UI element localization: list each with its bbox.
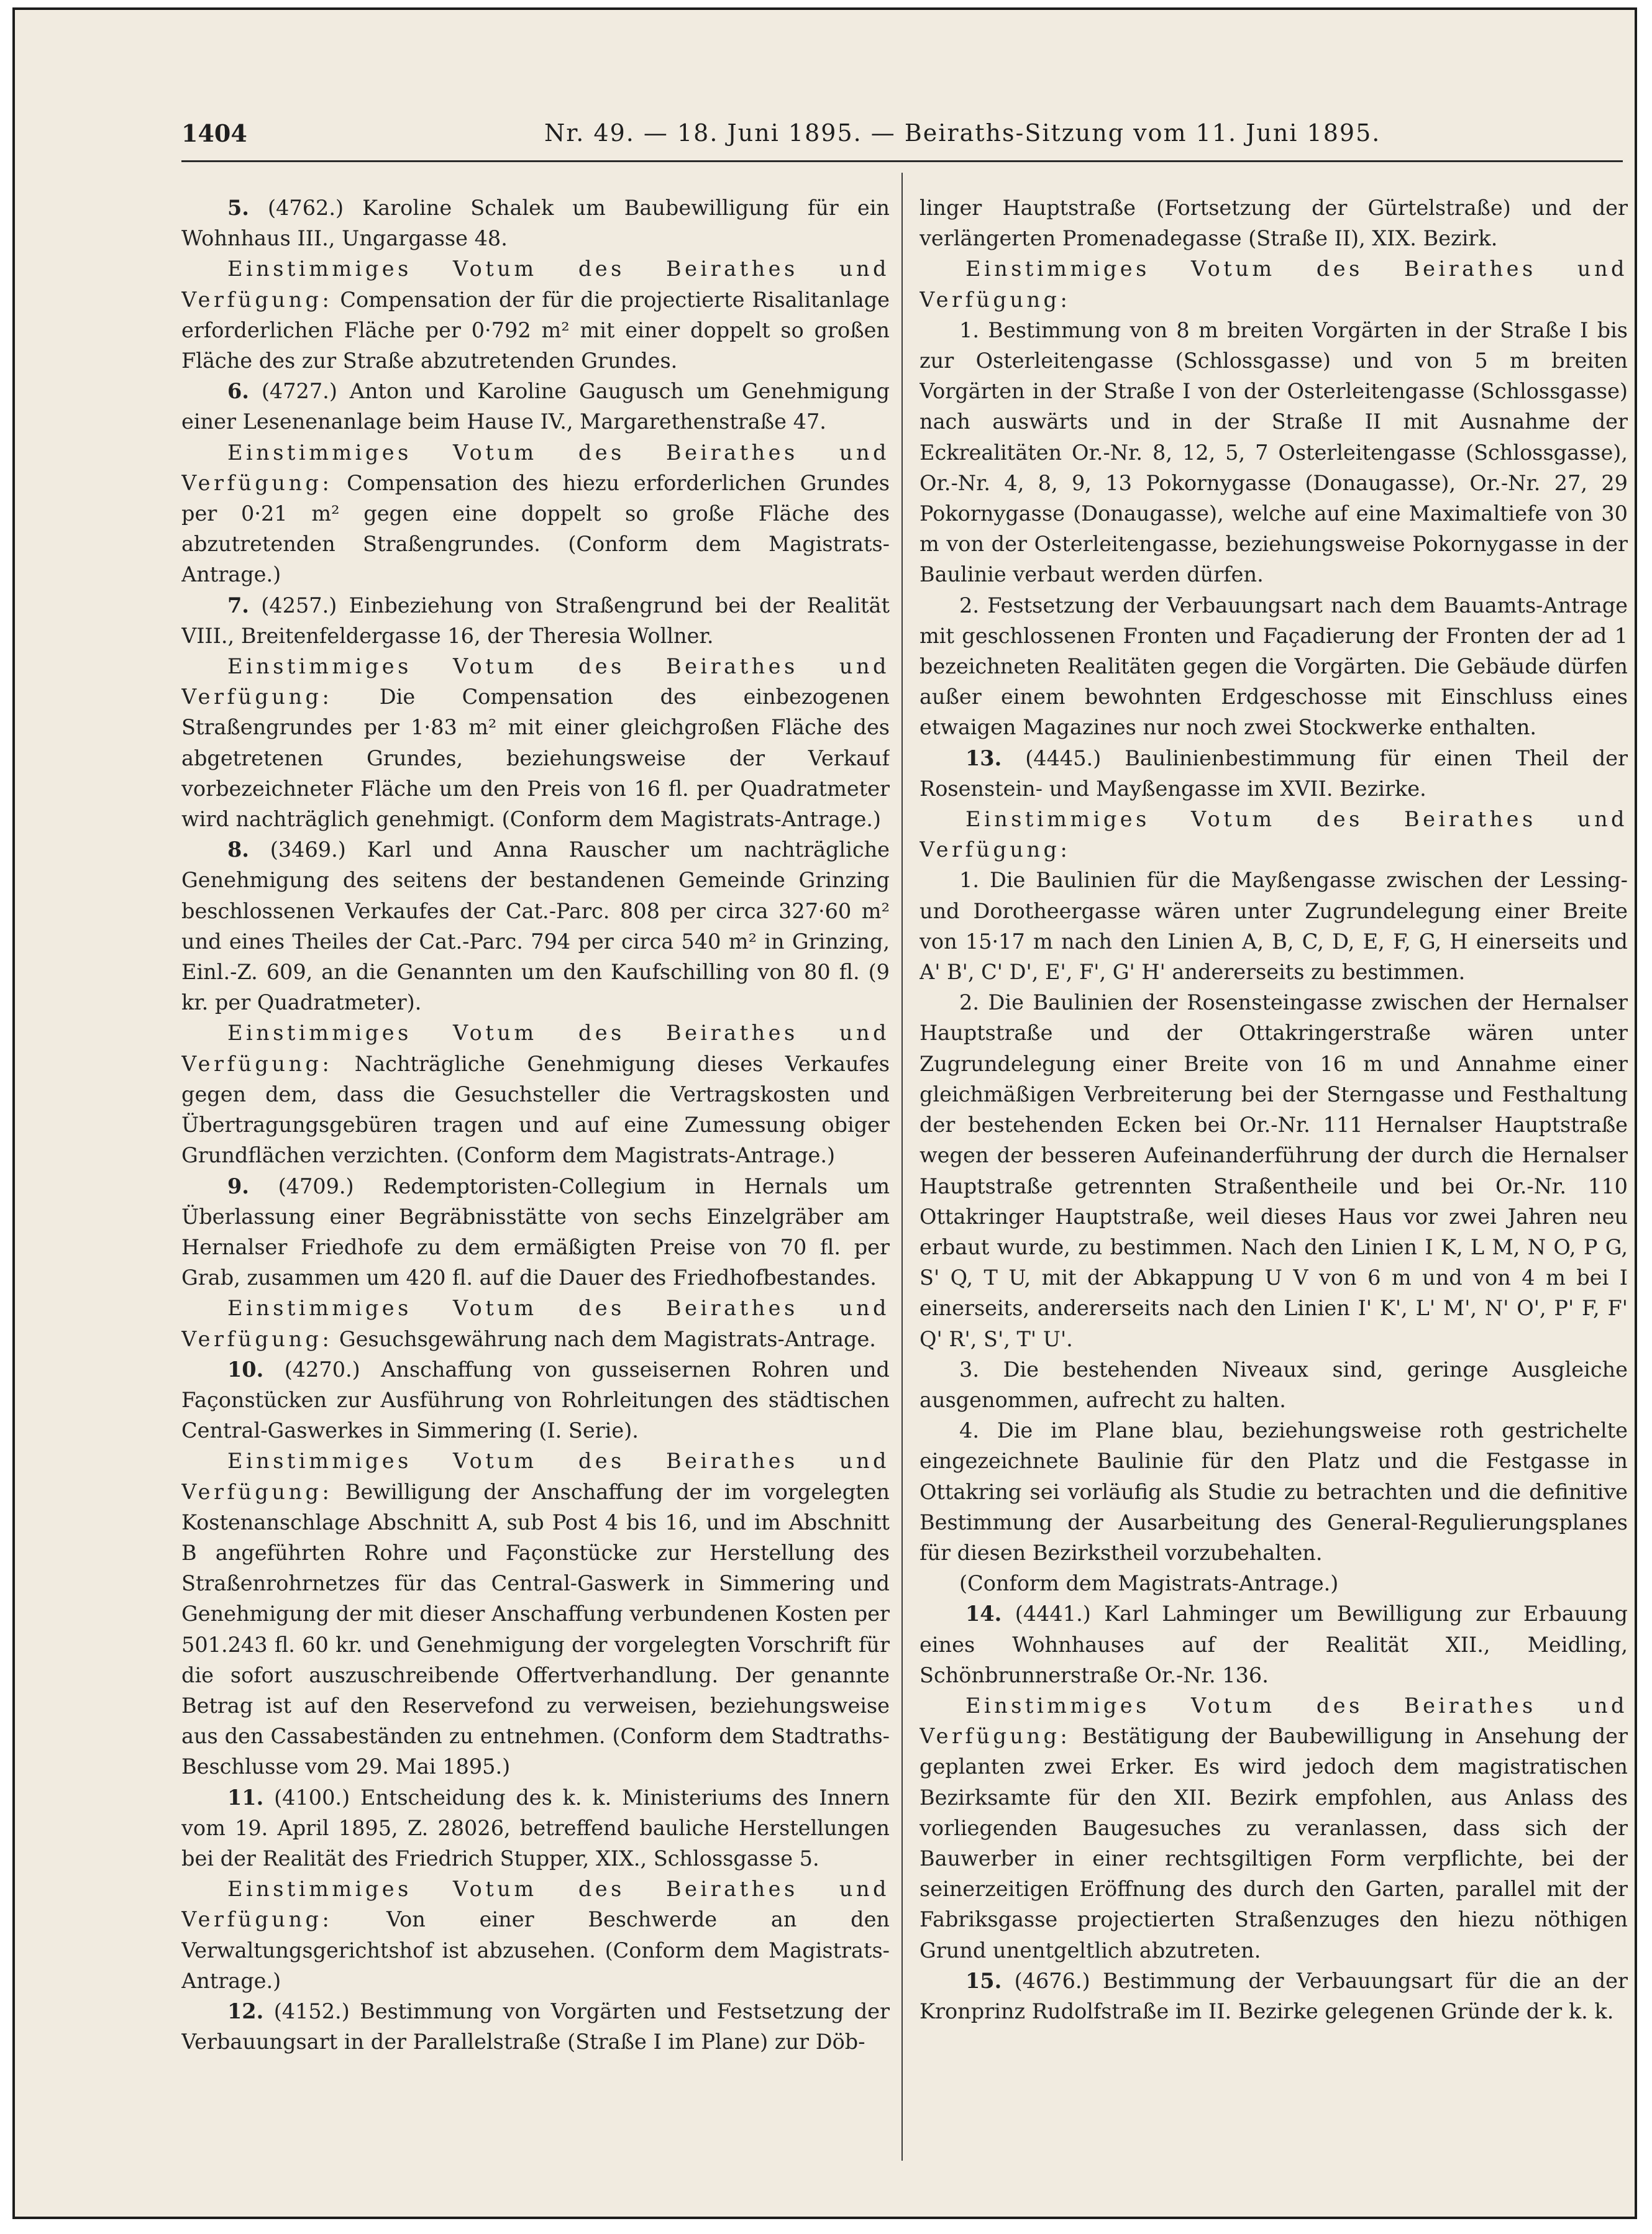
vote-13-point-2: 2. Die Baulinien der Rosensteingasse zwischen der Hernalser Hauptstraße und der Ottakringerstraße wären unter Zugrundelegung einer Breite von 16 m und Annahme einer gleichmäßigen Verbreiterung bei der Sterngasse und Festhaltung der bestehenden Ecken bei Or.-Nr. 111 Hernalser Hauptstraße wegen der besseren Aufeinanderführung der durch die Hernalser Hauptstraße getrennten Straßentheile und bei Or.-Nr. 110 Ottakringer Hauptstraße, weil dieses Haus vor zwei Jahren neu erbaut wurde, zu bestimmen. Nach den Linien I K, L M, N O, P G, S' Q, T U, mit der Abkappung U V von 6 m und von 4 m bei I einerseits, andererseits nach den Linien I' K', L' M', N' O', P' F, F' Q' R', S', T' U'. xyxy=(920,990,1628,1351)
item-13: 13. (4445.) Baulinienbestimmung für einen Theil der Rosenstein- und Mayßengasse im XVII. Bezirke. xyxy=(920,745,1628,801)
column-divider xyxy=(901,173,903,2161)
vote-10: Einstimmiges Votum des Beirathes und Verfügung: Bewilligung der Anschaffung der im vorgelegten Kostenanschlage Abschnitt A, sub Post 4 bis 16, und im Abschnitt B angeführten Rohre und Façonstücke zur Herstellung des Straßenrohrnetzes für das Central-Gaswerk in Simmering und Genehmigung der mit dieser Anschaffung verbundenen Kosten per 501.243 fl. 60 kr. und Genehmigung der vorgelegten Vorschrift für die sofort auszuschreibende Offertverhandlung. Der genannte Betrag ist auf den Reservefond zu verweisen, beziehungsweise aus den Cassabeständen zu entnehmen. (Conform dem Stadtraths-Beschlusse vom 29. Mai 1895.) xyxy=(181,1449,890,1779)
page-header xyxy=(181,119,1623,157)
vote-5: Einstimmiges Votum des Beirathes und Verfügung: Compensation der für die projectierte Risalitanlage erforderlichen Fläche per 0·792 m² mit einer doppelt so großen Fläche des zur Straße abzutretenden Grundes. xyxy=(181,257,890,373)
vote-12-point-2: 2. Festsetzung der Verbauungsart nach dem Bauamts-Antrage mit geschlossenen Fronten und Façadierung der Fronten der ad 1 bezeichneten Realitäten gegen die Vorgärten. Die Gebäude dürfen außer einem bewohnten Erdgeschosse mit Einschluss eines etwaigen Magazines nur noch zwei Stockwerke enthalten. xyxy=(920,593,1628,740)
vote-8: Einstimmiges Votum des Beirathes und Verfügung: Nachträgliche Genehmigung dieses Verkaufes gegen dem, dass die Gesuchsteller die Vertragskosten und Übertragungsgebüren tragen und auf eine Zumessung obiger Grundflächen verzichten. (Conform dem Magistrats-Antrage.) xyxy=(181,1021,890,1168)
item-6: 6. (4727.) Anton und Karoline Gaugusch um Genehmigung einer Lesenenanlage beim Hause IV., Margarethenstraße 47. xyxy=(181,379,890,434)
left-column xyxy=(181,193,890,2162)
item-7: 7. (4257.) Einbeziehung von Straßengrund bei der Realität VIII., Breitenfeldergasse 16, der Theresia Wollner. xyxy=(181,593,890,648)
item-12-continuation: linger Hauptstraße (Fortsetzung der Gürtelstraße) und der verlängerten Promenadegasse (Straße II), XIX. Bezirk. xyxy=(920,196,1628,251)
item-15: 15. (4676.) Bestimmung der Verbauungsart für die an der Kronprinz Rudolfstraße im II. Bezirke gelegenen Gründe der k. k. xyxy=(920,1968,1628,2023)
vote-12: Einstimmiges Votum des Beirathes und Verfügung: xyxy=(920,257,1628,312)
vote-13-point-4: 4. Die im Plane blau, beziehungsweise roth gestrichelte eingezeichnete Baulinie für den Platz und die Festgasse in Ottakring sei vorläufig als Studie zu betrachten und die definitive Bestimmung der Ausarbeitung des General-Regulierungsplanes für diesen Bezirkstheil vorzubehalten. xyxy=(920,1418,1628,1565)
vote-9: Einstimmiges Votum des Beirathes und Verfügung: Gesuchsgewährung nach dem Magistrats-Antrage. xyxy=(181,1296,890,1351)
item-8: 8. (3469.) Karl und Anna Rauscher um nachträgliche Genehmigung des seitens der bestandenen Gemeinde Grinzing beschlossenen Verkaufes der Cat.-Parc. 808 per circa 327·60 m² und eines Theiles der Cat.-Parc. 794 per circa 540 m² in Grinzing, Einl.-Z. 609, an die Genannten um den Kaufschilling von 80 fl. (9 kr. per Quadratmeter). xyxy=(181,837,890,1015)
vote-14: Einstimmiges Votum des Beirathes und Verfügung: Bestätigung der Baubewilligung in Ansehung der geplanten zwei Erker. Es wird jedoch dem magistratischen Bezirksamte für den XII. Bezirk empfohlen, aus Anlass des vorliegenden Baugesuches zu veranlassen, dass sich der Bauwerber in einer rechtsgiltigen Form verpflichte, bei der seinerzeitigen Eröffnung des durch den Garten, parallel mit der Fabriksgasse projectierten Straßenzuges den hiezu nöthigen Grund unentgeltlich abzutreten. xyxy=(920,1693,1628,1963)
header-rule xyxy=(181,160,1623,162)
vote-13-point-1: 1. Die Baulinien für die Mayßengasse zwischen der Lessing- und Dorotheergasse wären unter Zugrundelegung einer Breite von 15·17 m nach den Linien A, B, C, D, E, F, G, H einerseits und A' B', C' D', E', F', G' H' andererseits zu bestimmen. xyxy=(920,868,1628,985)
vote-7: Einstimmiges Votum des Beirathes und Verfügung: Die Compensation des einbezogenen Straßengrundes per 1·83 m² mit einer gleichgroßen Fläche des abgetretenen Grundes, beziehungsweise der Verkauf vorbezeichneter Fläche um den Preis von 16 fl. per Quadratmeter wird nachträglich genehmigt. (Conform dem Magistrats-Antrage.) xyxy=(181,654,890,832)
issue-title: Nr. 49. — 18. Juni 1895. — Beiraths-Sitzung vom 11. Juni 1895. xyxy=(544,119,1381,147)
item-10: 10. (4270.) Anschaffung von gusseisernen Rohren und Façonstücken zur Ausführung von Rohrleitungen des städtischen Central-Gaswerkes in Simmering (I. Serie). xyxy=(181,1357,890,1443)
vote-11: Einstimmiges Votum des Beirathes und Verfügung: Von einer Beschwerde an den Verwaltungsgerichtshof ist abzusehen. (Conform dem Magistrats-Antrage.) xyxy=(181,1877,890,1993)
vote-6: Einstimmiges Votum des Beirathes und Verfügung: Compensation des hiezu erforderlichen Grundes per 0·21 m² gegen eine doppelt so große Fläche des abzutretenden Straßengrundes. (Conform dem Magistrats-Antrage.) xyxy=(181,440,890,587)
newspaper-page xyxy=(12,7,1637,2219)
item-5: 5. (4762.) Karoline Schalek um Baubewilligung für ein Wohnhaus III., Ungargasse 48. xyxy=(181,196,890,251)
vote-13-point-3: 3. Die bestehenden Niveaux sind, geringe Ausgleiche ausgenommen, aufrecht zu halten. xyxy=(920,1357,1628,1412)
vote-12-point-1: 1. Bestimmung von 8 m breiten Vorgärten in der Straße I bis zur Osterleitengasse (Schlossgasse) und von 5 m breiten Vorgärten in der Straße I von der Osterleitengasse (Schlossgasse) nach auswärts und in der Straße II mit Ausnahme der Eckrealitäten Or.-Nr. 8, 12, 5, 7 Osterleitengasse (Schlossgasse), Or.-Nr. 4, 8, 9, 13 Pokornygasse (Donaugasse), Or.-Nr. 27, 29 Pokornygasse (Donaugasse), welche auf eine Maximaltiefe von 30 m von der Osterleitengasse, beziehungsweise Pokornygasse in der Baulinie verbaut werden dürfen. xyxy=(920,317,1628,587)
page-number: 1404 xyxy=(181,119,247,147)
item-9: 9. (4709.) Redemptoristen-Collegium in Hernals um Überlassung einer Begräbnisstätte von sechs Einzelgräber am Hernalser Friedhofe zu dem ermäßigten Preise von 70 fl. per Grab, zusammen um 420 fl. auf die Dauer des Friedhofbestandes. xyxy=(181,1174,890,1290)
vote-13: Einstimmiges Votum des Beirathes und Verfügung: xyxy=(920,807,1628,862)
right-column xyxy=(920,193,1628,2162)
conform-note-13: (Conform dem Magistrats-Antrage.) xyxy=(959,1571,1339,1596)
item-14: 14. (4441.) Karl Lahminger um Bewilligung zur Erbauung eines Wohnhauses auf der Realität XII., Meidling, Schönbrunnerstraße Or.-Nr. 136. xyxy=(920,1602,1628,1687)
item-12: 12. (4152.) Bestimmung von Vorgärten und Festsetzung der Verbauungsart in der Parallelstraße (Straße I im Plane) zur Döb- xyxy=(181,1999,890,2054)
item-11: 11. (4100.) Entscheidung des k. k. Ministeriums des Innern vom 19. April 1895, Z. 28026, betreffend bauliche Herstellungen bei der Realität des Friedrich Stupper, XIX., Schlossgasse 5. xyxy=(181,1785,890,1871)
